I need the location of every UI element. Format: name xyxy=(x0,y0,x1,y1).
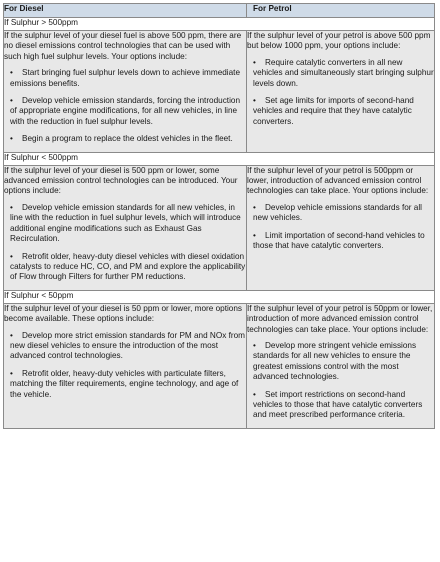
section-label-row xyxy=(4,18,435,31)
option-bullet xyxy=(4,331,246,362)
bullet-text: Begin a program to replace the oldest vehicles in the fleet. xyxy=(22,134,233,144)
diesel-lead-text: If the sulphur level of your diesel is 500 ppm or lower, some advanced emission control technologies can be introduced. Your options include: xyxy=(4,165,238,196)
diesel-options-cell xyxy=(4,165,247,290)
bullet-text: Retrofit older, heavy-duty diesel vehicles with diesel oxidation catalysts to reduce HC, CO, and PM and explore the applicability of Flow through Filters for further PM reductions. xyxy=(10,251,246,282)
petrol-options-cell xyxy=(247,165,435,290)
diesel-lead-text: If the sulphur level of your diesel fuel is above 500 ppm, there are no diesel emissions control technologies that can be used with such high fuel sulphur levels. Your options include: xyxy=(4,31,242,61)
bullet-text: Set import restrictions on second-hand vehicles to those that have catalytic converters and meet prescribed performance criteria. xyxy=(253,389,423,420)
petrol-options-cell xyxy=(247,31,435,153)
bullet-glyph: • xyxy=(253,96,256,106)
option-bullet xyxy=(4,134,246,144)
bullet-glyph: • xyxy=(10,368,13,378)
bullet-text: Develop more strict emission standards for PM and NOx from new diesel vehicles to ensure the introduction of the most advanced control technologies. xyxy=(10,330,245,361)
bullet-text: Develop vehicle emission standards for all new vehicles, in line with the reduction in fuel sulphur levels, which will introduce additional engine modifications such as Exhaust Gas Recirculation. xyxy=(10,202,241,244)
option-bullet xyxy=(247,58,434,89)
option-bullet xyxy=(247,203,434,224)
bullet-glyph: • xyxy=(253,57,256,67)
column-header-petrol: For Petrol xyxy=(247,4,435,18)
petrol-lead-text: If the sulphur level of your petrol is 50ppm or lower, introduction of more advanced emission control technologies can take place. Your options include: xyxy=(247,303,433,334)
bullet-text: Develop vehicle emission standards, forcing the introduction of appropriate engine modifications, for all new vehicles, in line with the reduction in fuel sulphur levels. xyxy=(10,96,240,126)
fuel-sulphur-options-table xyxy=(3,3,435,429)
section-content-row xyxy=(4,303,435,428)
section-label-row xyxy=(4,290,435,303)
option-bullet xyxy=(4,96,246,127)
bullet-glyph: • xyxy=(253,202,256,212)
petrol-lead-text: If the sulphur level of your petrol is above 500 ppm but below 1000 ppm, your options include: xyxy=(247,31,431,51)
option-bullet xyxy=(247,231,434,252)
bullet-text: Develop more stringent vehicle emissions standards for all new vehicles to ensure the greatest emissions control with the most advanced technologies. xyxy=(253,340,417,382)
section-label: If Sulphur < 500ppm xyxy=(4,152,435,165)
diesel-lead-text: If the sulphur level of your diesel is 50 ppm or lower, more options become available. These options include: xyxy=(4,303,243,324)
header-row xyxy=(4,4,435,18)
option-bullet xyxy=(4,68,246,89)
section-label-row xyxy=(4,152,435,165)
petrol-options-cell xyxy=(247,303,435,428)
bullet-text: Develop vehicle emissions standards for all new vehicles. xyxy=(253,202,423,223)
bullet-glyph: • xyxy=(10,68,13,78)
bullet-glyph: • xyxy=(253,340,256,350)
table-body xyxy=(4,4,435,429)
bullet-glyph: • xyxy=(10,330,13,340)
section-label: If Sulphur > 500ppm xyxy=(4,18,435,31)
bullet-glyph: • xyxy=(10,96,13,106)
diesel-options-cell xyxy=(4,31,247,153)
section-content-row xyxy=(4,165,435,290)
option-bullet xyxy=(4,203,246,245)
diesel-options-cell xyxy=(4,303,247,428)
section-content-row xyxy=(4,31,435,153)
bullet-glyph: • xyxy=(253,389,256,399)
bullet-text: Start bringing fuel sulphur levels down to achieve immediate emissions benefits. xyxy=(10,68,240,88)
option-bullet xyxy=(247,341,434,383)
bullet-text: Limit importation of second-hand vehicles to those that have catalytic converters. xyxy=(253,230,425,251)
option-bullet xyxy=(4,252,246,283)
option-bullet xyxy=(247,96,434,127)
section-label: If Sulphur < 50ppm xyxy=(4,290,435,303)
option-bullet xyxy=(4,369,246,400)
bullet-glyph: • xyxy=(10,202,13,212)
option-bullet xyxy=(247,390,434,421)
bullet-glyph: • xyxy=(10,251,13,261)
petrol-lead-text: If the sulphur level of your petrol is 500ppm or lower, introduction of advanced emission control technologies can take place. Your options include: xyxy=(247,165,429,196)
bullet-text: Retrofit older, heavy-duty vehicles with particulate filters, matching the filter requirements, engine technology, and age of the vehicle. xyxy=(10,368,239,399)
bullet-text: Set age limits for imports of second-hand vehicles and require that they have catalytic converters. xyxy=(253,96,414,126)
bullet-glyph: • xyxy=(10,134,13,144)
bullet-glyph: • xyxy=(253,230,256,240)
bullet-text: Require catalytic converters in all new vehicles and simultaneously start bringing sulphur levels down. xyxy=(253,57,434,88)
column-header-diesel: For Diesel xyxy=(4,4,247,18)
